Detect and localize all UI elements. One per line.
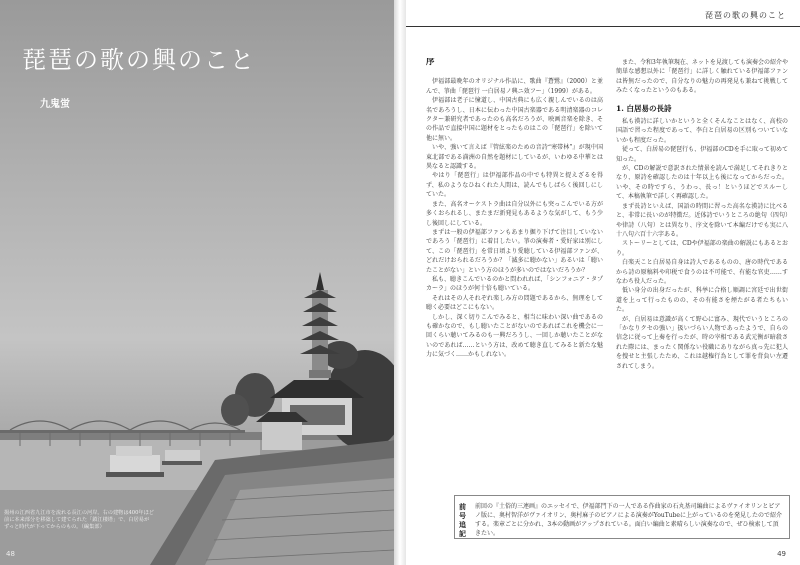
page-number-left: 48 bbox=[6, 550, 15, 558]
paragraph: 白楽天こと白居易自身は詩人であるものの、唐の時代であるから詩の原稿料や印税で食うのは不可能で、有能な官吏……すなわち役人だった。 bbox=[616, 259, 788, 285]
photo-riverbank bbox=[0, 0, 394, 565]
paragraph: しかし、深く切りこんでみると、相当に味わい深い曲であるのも確かなので、もし聴いたことがないのであればこれを機会に一回くらい聴いてみるのも一興だろうし、一回しか聴いたことがないのであれば……という方は、改めて聴き直してみると新たな魅力に気づく……かもしれない。 bbox=[426, 313, 603, 359]
paragraph: 低い身分の出身だったが、科挙に合格し順調に宮廷で出世街道を上って行ったものの、その有能さを煙たがる者たちもいた。 bbox=[616, 287, 788, 314]
page-number-right: 49 bbox=[777, 550, 786, 558]
running-head: 琵琶の歌の興のこと bbox=[705, 11, 786, 20]
postscript-text: 前回の『土俗的三連画』のエッセイで、伊福部門下の一人である作曲家の石丸基司編曲によるヴァイオリンとピアノ版に、奥村智洋がヴァイオリン、奥村麻子のピアノによる演奏がYouTubeに上がっているのを発見したので紹介する。楽章ごとに分かれ、3本の動画がアップされている。面白い編曲と素晴らしい演奏なので、ぜひ検索して頂きたい。 bbox=[475, 503, 782, 537]
paragraph: それはその人それぞれ楽しみ方の問題であるから、無理をして聴く必要はどこにもない。 bbox=[426, 294, 603, 312]
paragraph: が、白居易は意識が高くて野心に富み、現代でいうところの「かなりクセの強い」扱いづらい人物であったようで、自らの信念に従って上奏を行ったが、時の宰相である武元衡が暗殺された際には、まったく関係ない役職にありながら真っ先に犯人を捜せと主張したため、これは越権行為として罪を背負い左遷されてしまう。 bbox=[616, 315, 788, 370]
left-page bbox=[0, 0, 394, 565]
postscript-box bbox=[454, 495, 790, 539]
paragraph: ストーリーとしては、CDや伊福部の楽曲の解説にもあるとおり。 bbox=[616, 240, 788, 257]
paragraph: また、令和3年執筆現在、ネットを見渡しても演奏会の紹介や簡単な感想以外に「琵琶行」に詳しく触れている伊福部ファンは皆無だったので、自分なりの魅力の再発見も兼ねて挑戦してみたくなったというのもある。 bbox=[616, 59, 788, 95]
postscript-label: 前号追記 bbox=[459, 502, 466, 538]
paragraph: 伊福部最晩年のオリジナル作品に、歌曲『蒼鷺』（2000）と並んで、箏曲「琵琶行 一白居易ノ興ニ效フー」（1999）がある。 bbox=[426, 78, 603, 95]
article-title: 琵琶の歌の興のこと bbox=[22, 46, 256, 74]
paragraph: まず長詩といえば、国語の時間に習った高名な漢詩に比べると、非常に長いのが特徴だ。近体詩でいうところの絶句（四句）や律詩（八句）とは異なり、序文を除いて本編だけでも実に八十八句六百十六字ある。 bbox=[616, 202, 788, 238]
paragraph: 私も漢詩に詳しいかというと全くそんなことはなく、高校の国語で習った程度であって、李白と白居易の区別もついていないかも程度だった。 bbox=[616, 118, 788, 144]
paragraph: 従って、白居易の琵琶行も、伊福部のCDを手に取って初めて知った。 bbox=[616, 146, 788, 163]
page-gutter bbox=[394, 0, 406, 565]
paragraph: まずは一般の伊福部ファンもあまり掘り下げて注目していないであろう「琵琶行」に着目したい。箏の演奏者・愛好家は別にして、この「琵琶行」を常日頃より愛聴している伊福部ファンが、どれだけおられるだろうか？「滅多に聴かない」あるいは「聴いたことがない」という方のほうが多いのではないだろうか？ bbox=[426, 228, 603, 274]
boat bbox=[162, 450, 202, 465]
paragraph: 私も、聴きこんでいるのかと問われれば、「シンフォニア・タプカーラ」のほうが何十倍も聴いている。 bbox=[426, 275, 603, 293]
paragraph: やはり「琵琶行」は伊福部作品の中でも特異と捉えざるを得ず、私のようなひねくれた人間は、読んでもしばらく後回しにしていた。 bbox=[426, 172, 603, 199]
paragraph: 伊福部は老子に憧道し、中国古典にも広く親しんでいるのは高名であろうし、日本に伝わった中国古楽器である明清楽器のコレクター兼研究者であったのも高名だろうが、映画音楽を除き、その作品で直接中国に題材をとったものはこの「琵琶行」を除いて他に無い。 bbox=[426, 97, 603, 142]
right-page bbox=[406, 0, 800, 565]
section-heading-1: 1. 白居易の長詩 bbox=[616, 103, 672, 113]
author-name: 九鬼蛍 bbox=[40, 99, 70, 110]
text-column-1 bbox=[426, 58, 603, 453]
paragraph: いや、強いて言えば『管絃楽のための音詩“寒帯林”』が現中国東北部である満洲の自然を題材にしているが、いわゆる中華とは異なると認識する。 bbox=[426, 144, 603, 171]
text-column-2 bbox=[616, 58, 788, 458]
paragraph: また、高名オーケストラ曲は自分以外にも突っこんでいる方が多くおられるし、またまだ新発見もあるような気がして、もう少し後回しにしている。 bbox=[426, 200, 603, 227]
paragraph: が、CDの解説で意訳された情景を読んで満足してそれきりとなり、原詩を確認したのは十年以上も後になってからだった。いや、その時ですら、うわっ、長っ！というほどでスルーして、本稿執筆で詳しく再確認した。 bbox=[616, 165, 788, 201]
photo-caption: 揚州の江西省九江市を流れる長江の河岸。右の建物は400年ほど前に本来部分を移築して建てられた「鎖江楼塔」で、白居易がずっと時代が下ってからのもの。（編集部） bbox=[4, 510, 154, 530]
section-heading-jo: 序 bbox=[426, 58, 435, 67]
running-head-rule bbox=[406, 26, 800, 27]
